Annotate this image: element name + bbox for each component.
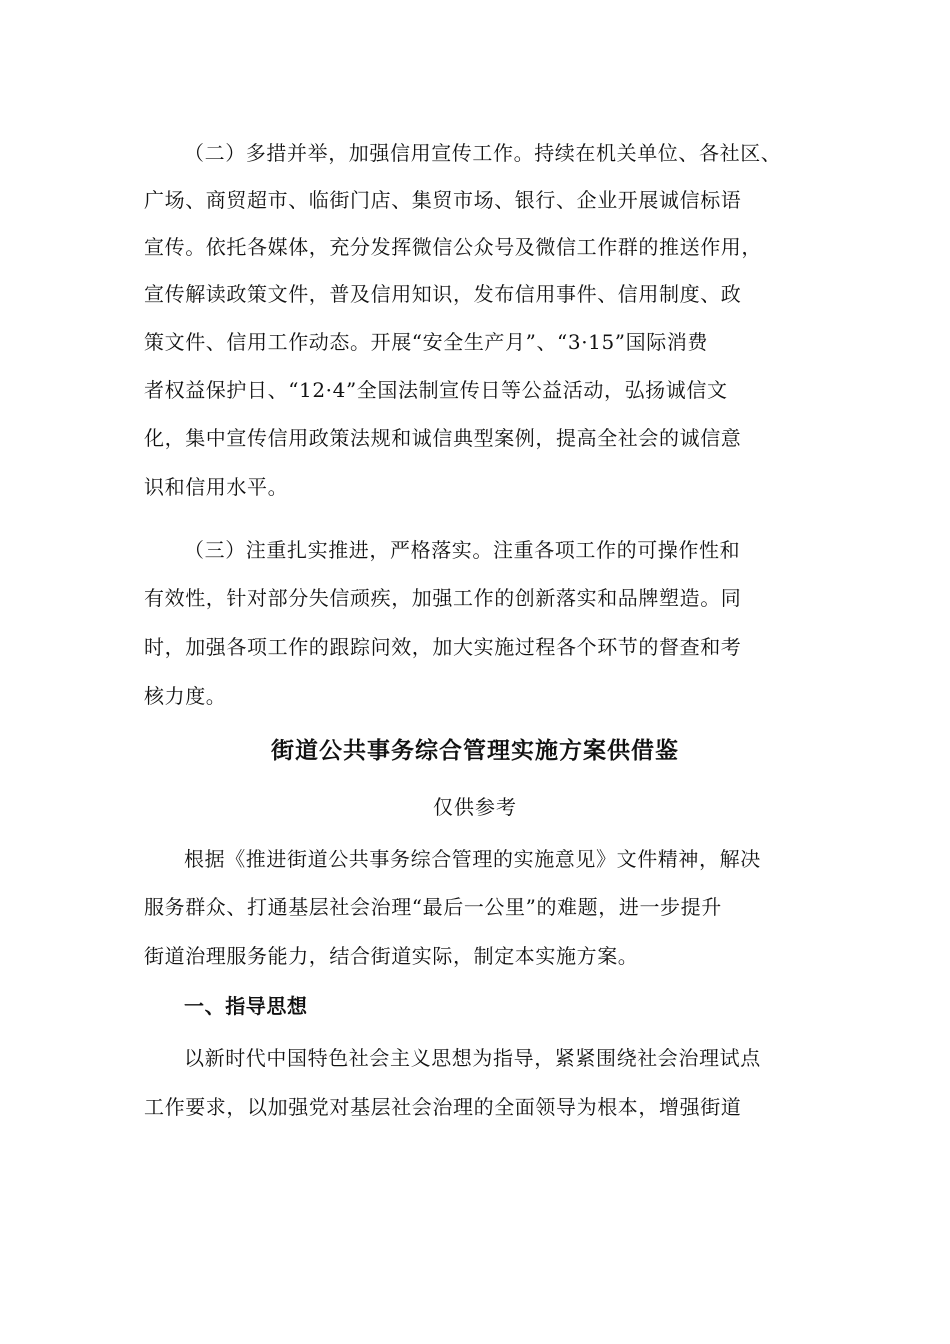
- paragraph-line: 根据《推进街道公共事务综合管理的实施意见》文件精神，解决: [184, 847, 761, 871]
- paragraph-line: 广场、商贸超市、临街门店、集贸市场、银行、企业开展诚信标语: [144, 188, 742, 212]
- paragraph-line: 街道治理服务能力，结合街道实际，制定本实施方案。: [144, 944, 639, 968]
- paragraph-line: 工作要求，以加强党对基层社会治理的全面领导为根本，增强街道: [144, 1095, 742, 1119]
- document-title: 街道公共事务综合管理实施方案供借鉴: [271, 738, 679, 764]
- section-heading: 一、指导思想: [184, 994, 308, 1018]
- paragraph-line: 识和信用水平。: [144, 475, 289, 499]
- paragraph-line: （三）注重扎实推进，严格落实。注重各项工作的可操作性和: [184, 538, 741, 562]
- paragraph-line: 以新时代中国特色社会主义思想为指导，紧紧围绕社会治理试点: [184, 1046, 761, 1070]
- paragraph-line: 时，加强各项工作的跟踪问效，加大实施过程各个环节的督查和考: [144, 635, 742, 659]
- paragraph-line: 者权益保护日、“12·4”全国法制宣传日等公益活动，弘扬诚信文: [144, 378, 728, 402]
- paragraph-line: 策文件、信用工作动态。开展“安全生产月”、“3·15”国际消费: [144, 330, 709, 354]
- paragraph-line: （二）多措并举，加强信用宣传工作。持续在机关单位、各社区、: [184, 141, 782, 165]
- paragraph-line: 化，集中宣传信用政策法规和诚信典型案例，提高全社会的诚信意: [144, 426, 742, 450]
- document-subtitle: 仅供参考: [433, 795, 517, 819]
- paragraph-line: 核力度。: [144, 684, 227, 708]
- paragraph-line: 宣传解读政策文件，普及信用知识，发布信用事件、信用制度、政: [144, 282, 742, 306]
- paragraph-line: 服务群众、打通基层社会治理“最后一公里”的难题，进一步提升: [144, 895, 722, 919]
- paragraph-line: 宣传。依托各媒体，充分发挥微信公众号及微信工作群的推送作用，: [144, 235, 762, 259]
- paragraph-line: 有效性，针对部分失信顽疾，加强工作的创新落实和品牌塑造。同: [144, 586, 742, 610]
